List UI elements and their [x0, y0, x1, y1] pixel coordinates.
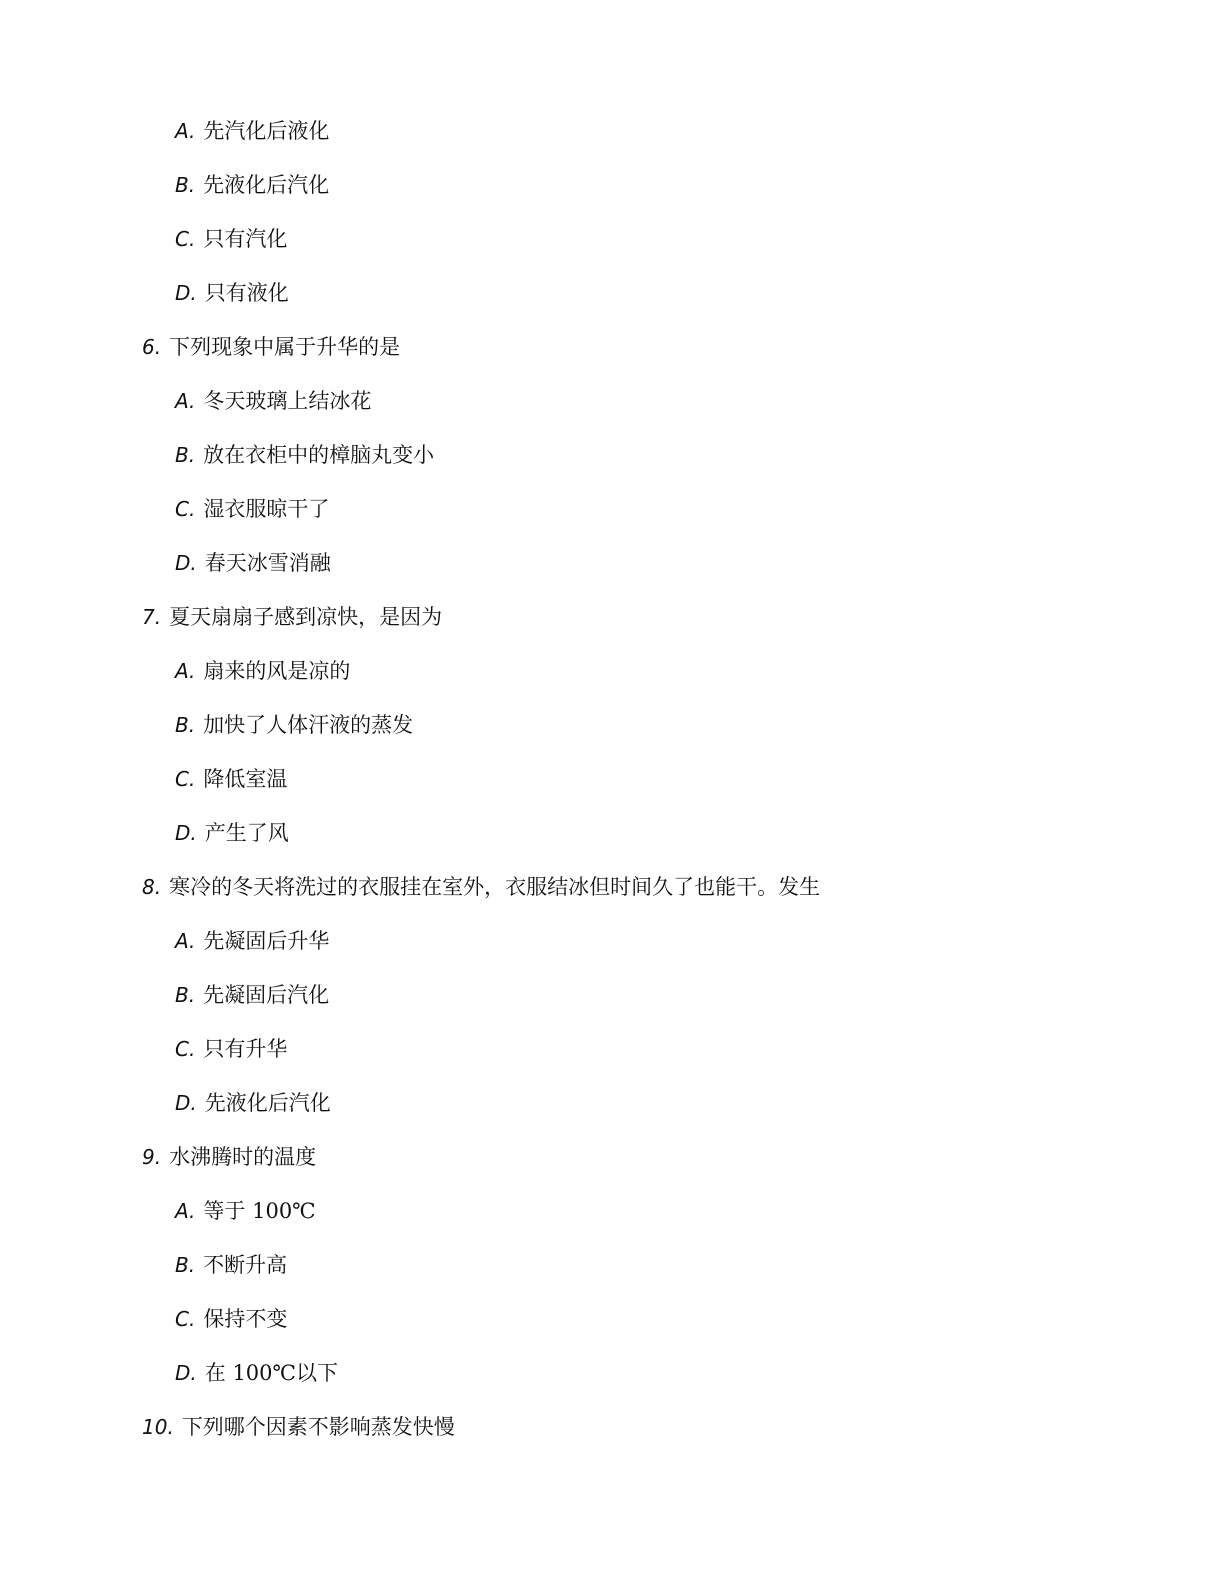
option-text: 产生了风: [204, 821, 289, 845]
option-text: 只有液化: [204, 281, 289, 305]
option-line: [0, 806, 1224, 860]
question-number: 9.: [142, 1145, 162, 1169]
option-text: 加快了人体汗液的蒸发: [203, 713, 414, 737]
option-text: 先凝固后汽化: [203, 983, 330, 1007]
option-text: 扇来的风是凉的: [203, 659, 351, 683]
option-label: C.: [175, 497, 196, 521]
option-text: 先汽化后液化: [203, 119, 330, 143]
option-line: [0, 752, 1224, 806]
option-text: 降低室温: [203, 767, 288, 791]
option-label: C.: [175, 767, 196, 791]
option-text: 等于 100℃: [203, 1199, 316, 1223]
question-text: 寒冷的冬天将洗过的衣服挂在室外，衣服结冰但时间久了也能干。发生: [169, 875, 821, 899]
option-label: A.: [175, 659, 196, 683]
option-line: [0, 968, 1224, 1022]
option-line: [0, 536, 1224, 590]
option-label: B.: [175, 713, 196, 737]
option-text: 放在衣柜中的樟脑丸变小: [203, 443, 435, 467]
option-line: [0, 1022, 1224, 1076]
option-line: [0, 1292, 1224, 1346]
question-line: [0, 590, 1224, 644]
option-line: [0, 644, 1224, 698]
option-text: 只有升华: [203, 1037, 288, 1061]
option-text: 只有汽化: [203, 227, 288, 251]
option-label: C.: [175, 1307, 196, 1331]
question-text: 夏天扇扇子感到凉快，是因为: [169, 605, 443, 629]
option-line: [0, 158, 1224, 212]
question-number: 6.: [142, 335, 162, 359]
option-text: 不断升高: [203, 1253, 288, 1277]
option-line: [0, 104, 1224, 158]
option-line: [0, 914, 1224, 968]
option-text: 湿衣服晾干了: [203, 497, 330, 521]
document-page: [0, 104, 1224, 1454]
option-label: A.: [175, 929, 196, 953]
option-label: D.: [175, 1091, 197, 1115]
option-line: [0, 1238, 1224, 1292]
question-text: 水沸腾时的温度: [169, 1145, 317, 1169]
option-label: D.: [175, 821, 197, 845]
option-label: A.: [175, 1199, 196, 1223]
question-line: [0, 860, 1224, 914]
option-text: 保持不变: [203, 1307, 288, 1331]
option-line: [0, 428, 1224, 482]
option-line: [0, 1076, 1224, 1130]
question-text: 下列哪个因素不影响蒸发快慢: [181, 1415, 455, 1439]
option-label: B.: [175, 443, 196, 467]
option-line: [0, 482, 1224, 536]
option-label: B.: [175, 1253, 196, 1277]
option-line: [0, 1184, 1224, 1238]
option-line: [0, 212, 1224, 266]
option-label: B.: [175, 983, 196, 1007]
question-number: 7.: [142, 605, 162, 629]
option-line: [0, 266, 1224, 320]
question-line: [0, 320, 1224, 374]
question-number: 8.: [142, 875, 162, 899]
option-label: A.: [175, 119, 196, 143]
option-label: A.: [175, 389, 196, 413]
option-label: C.: [175, 227, 196, 251]
question-line: [0, 1400, 1224, 1454]
question-number: 10.: [142, 1415, 174, 1439]
question-line: [0, 1130, 1224, 1184]
option-line: [0, 698, 1224, 752]
option-text: 在 100℃以下: [204, 1361, 339, 1385]
option-line: [0, 374, 1224, 428]
option-label: D.: [175, 281, 197, 305]
option-text: 冬天玻璃上结冰花: [203, 389, 372, 413]
option-text: 先凝固后升华: [203, 929, 330, 953]
option-line: [0, 1346, 1224, 1400]
option-text: 先液化后汽化: [204, 1091, 331, 1115]
option-text: 春天冰雪消融: [204, 551, 331, 575]
option-text: 先液化后汽化: [203, 173, 330, 197]
option-label: C.: [175, 1037, 196, 1061]
question-text: 下列现象中属于升华的是: [169, 335, 401, 359]
option-label: B.: [175, 173, 196, 197]
option-label: D.: [175, 551, 197, 575]
option-label: D.: [175, 1361, 197, 1385]
